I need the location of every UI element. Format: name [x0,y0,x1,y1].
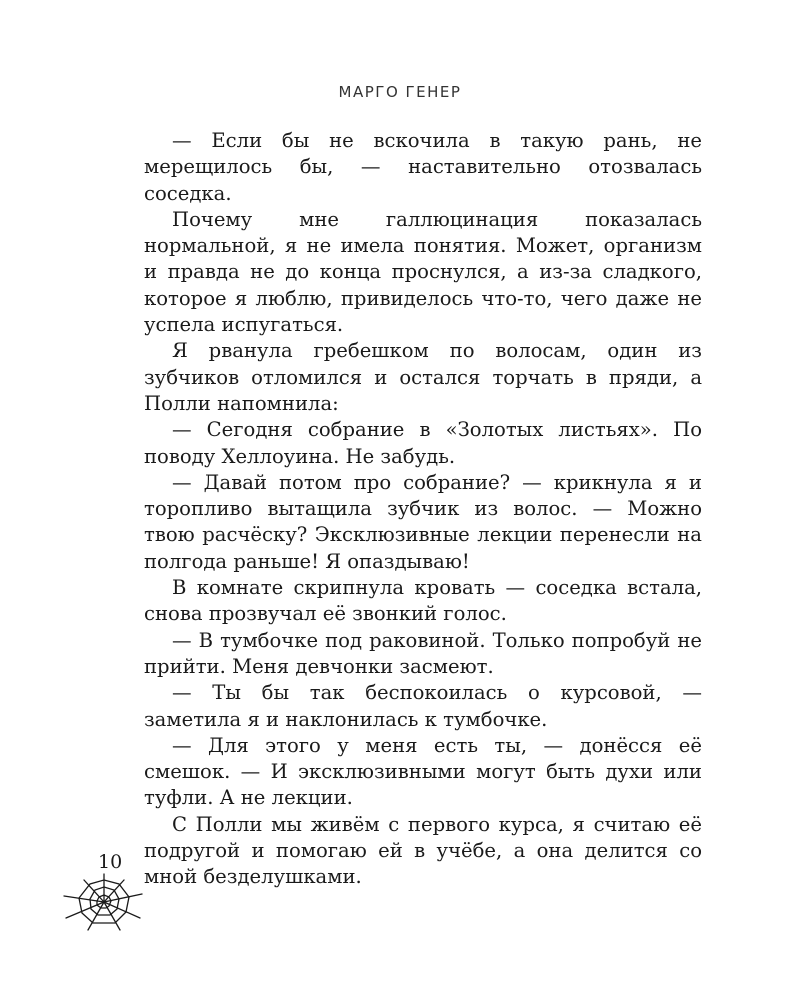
paragraph: — Ты бы так беспокоилась о курсовой, — заметила я и наклонилась к тумбочке. [144,681,702,731]
paragraph: — Если бы не вскочила в такую рань, не мерещилось бы, — наставительно отозвалась соседка. [144,129,702,205]
page-number: 10 [98,851,123,873]
paragraph: Я рванула гребешком по волосам, один из зубчиков отломился и остался торчать в пряди, а Полли напомнила: [144,339,702,415]
paragraph: В комнате скрипнула кровать — соседка встала, снова прозвучал её звонкий голос. [144,576,702,626]
paragraph: С Полли мы живём с первого курса, я считаю её подругой и помогаю ей в учёбе, а она делится со мной безделушками. [144,812,702,889]
paragraph: — В тумбочке под раковиной. Только попробуй не прийти. Меня девчонки засмеют. [144,628,702,678]
paragraph: — Давай потом про собрание? — крикнула я и торопливо вытащила зубчик из волос. — Можно твою расчёску? Эксклюзивные лекции перенесли на полгода раньше! Я опаздываю! [144,470,702,573]
body-text [144,128,702,891]
paragraph: — Для этого у меня есть ты, — донёсся её смешок. — И эксклюзивными могут быть духи или туфли. А не лекции. [144,733,702,810]
paragraph: — Сегодня собрание в «Золотых листьях». По поводу Хеллоуина. Не забудь. [144,418,702,468]
running-head: МАРГО ГЕНЕР [338,83,462,101]
paragraph: Почему мне галлюцинация показалась нормальной, я не имела понятия. Может, организм и правда не до конца проснулся, а из-за сладкого, которое я люблю, привиделось что-то, чего даже не успела испугаться. [144,207,702,337]
spiderweb-icon [62,872,146,932]
